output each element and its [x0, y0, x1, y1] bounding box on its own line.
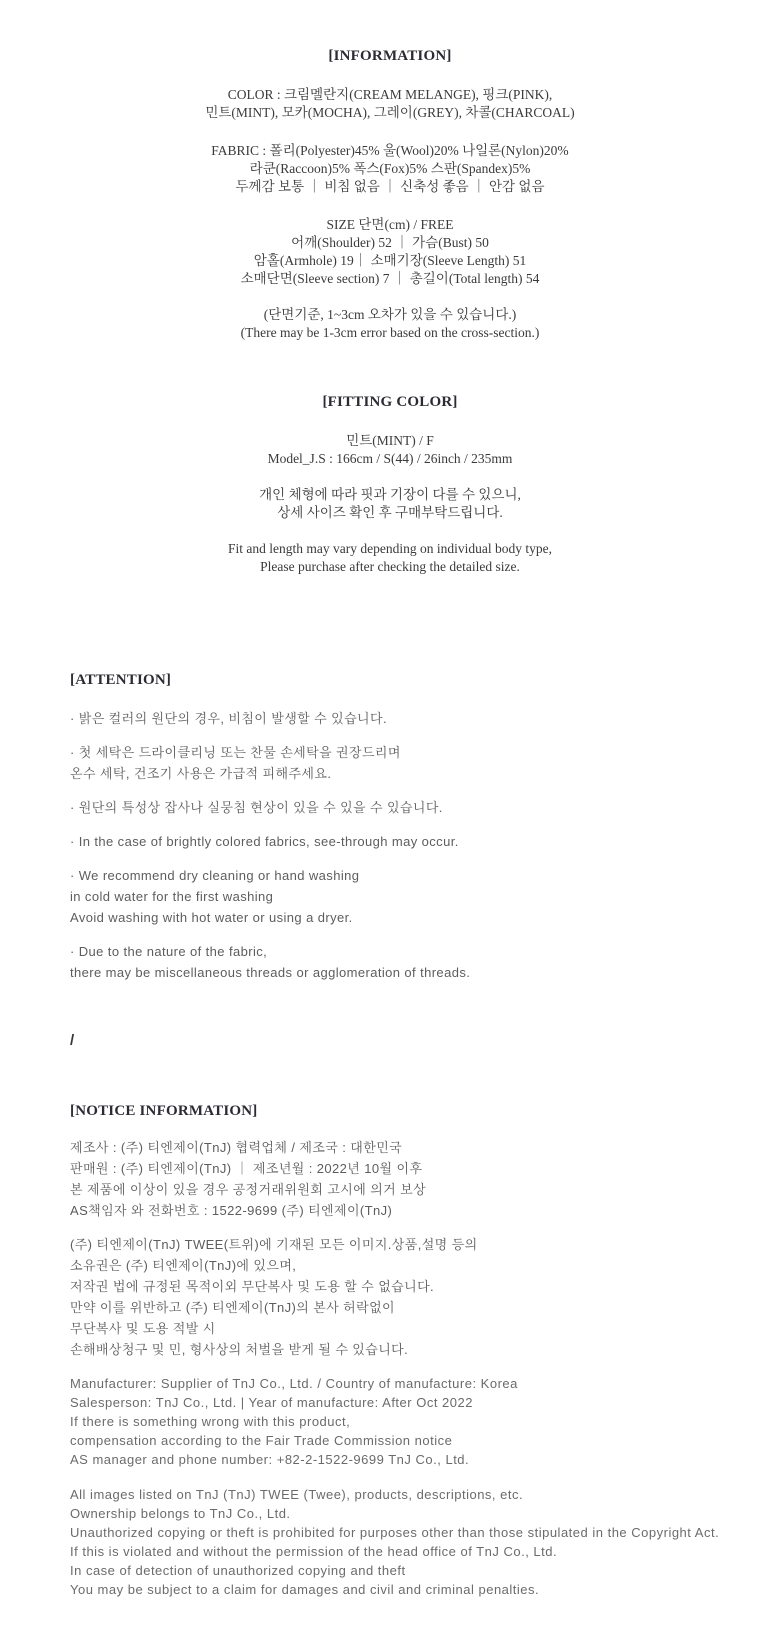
text-line: (주) 티엔제이(TnJ) TWEE(트위)에 기재된 모든 이미지.상품,설명 등의 [70, 1237, 478, 1252]
fitting-note-en-block [0, 540, 780, 576]
text-line: · Due to the nature of the fabric, [70, 944, 268, 959]
text-line: 암홀(Armhole) 19｜ 소매기장(Sleeve Length) 51 [253, 253, 527, 268]
text-line: · We recommend dry cleaning or hand washing [70, 868, 360, 883]
text-line: 제조사 : (주) 티엔제이(TnJ) 협력업체 / 제조국 : 대한민국 [70, 1140, 403, 1155]
text-line: 소매단면(Sleeve section) 7 ｜ 총길이(Total length) 54 [240, 271, 540, 286]
text-line: Fit and length may vary depending on individual body type, [228, 541, 552, 556]
paragraph [70, 941, 740, 983]
text-line: In case of detection of unauthorized copying and theft [70, 1563, 406, 1578]
paragraph [70, 1374, 740, 1469]
text-line: 개인 체형에 따라 핏과 기장이 다를 수 있으니, [259, 487, 521, 502]
text-line: there may be miscellaneous threads or agglomeration of threads. [70, 965, 471, 980]
paragraph [70, 831, 740, 852]
text-line: 판매원 : (주) 티엔제이(TnJ) ｜ 제조년월 : 2022년 10월 이후 [70, 1161, 423, 1176]
fabric-info-block [0, 142, 780, 196]
text-line: AS manager and phone number: +82-2-1522-9699 TnJ Co., Ltd. [70, 1452, 470, 1467]
text-line: If there is something wrong with this product, [70, 1414, 351, 1429]
text-line: COLOR : 크림멜란지(CREAM MELANGE), 핑크(PINK), [227, 87, 553, 102]
text-line: SIZE 단면(cm) / FREE [326, 217, 454, 232]
paragraph [70, 1234, 740, 1360]
size-info-block [0, 216, 780, 288]
text-line: (단면기준, 1~3cm 오차가 있을 수 있습니다.) [263, 307, 517, 322]
attention-heading: [ATTENTION] [70, 672, 172, 688]
notice-information-section [0, 1101, 780, 1599]
text-line: · 첫 세탁은 드라이클리닝 또는 찬물 손세탁을 권장드리며 [70, 745, 401, 760]
text-line: 상세 사이즈 확인 후 구매부탁드립니다. [277, 505, 503, 520]
text-line: 소유권은 (주) 티엔제이(TnJ)에 있으며, [70, 1258, 297, 1273]
text-line: compensation according to the Fair Trade Commission notice [70, 1433, 453, 1448]
text-line: 두께감 보통 ｜ 비침 없음 ｜ 신축성 좋음 ｜ 안감 없음 [235, 179, 545, 194]
notice-en-paragraphs [70, 1374, 740, 1599]
attention-section [0, 670, 780, 983]
text-line: 어깨(Shoulder) 52 ｜ 가슴(Bust) 50 [291, 235, 489, 250]
text-line: Ownership belongs to TnJ Co., Ltd. [70, 1506, 291, 1521]
text-line: If this is violated and without the permission of the head office of TnJ Co., Ltd. [70, 1544, 558, 1559]
text-line: · 원단의 특성상 잡사나 실뭉침 현상이 있을 수 있을 수 있습니다. [70, 800, 443, 815]
fitting-color-heading: [FITTING COLOR] [322, 394, 458, 410]
paragraph [70, 1485, 740, 1599]
text-line: AS책임자 와 전화번호 : 1522-9699 (주) 티엔제이(TnJ) [70, 1203, 393, 1218]
text-line: · In the case of brightly colored fabrics, see-through may occur. [70, 834, 459, 849]
fitting-note-kr-block [0, 486, 780, 522]
text-line: You may be subject to a claim for damages and civil and criminal penalties. [70, 1582, 540, 1597]
paragraph [70, 1137, 740, 1221]
attention-paragraphs [70, 708, 740, 983]
paragraph [70, 865, 740, 928]
text-line: Avoid washing with hot water or using a dryer. [70, 910, 353, 925]
text-line: FABRIC : 폴리(Polyester)45% 울(Wool)20% 나일론(Nylon)20% [211, 143, 569, 158]
notice-information-heading: [NOTICE INFORMATION] [70, 1103, 258, 1119]
notice-kr-paragraphs [70, 1137, 740, 1360]
text-line: 손해배상청구 및 민, 형사상의 처벌을 받게 될 수 있습니다. [70, 1342, 409, 1357]
text-line: Unauthorized copying or theft is prohibited for purposes other than those stipulated in the Copyright Act. [70, 1525, 720, 1540]
paragraph [70, 708, 740, 729]
text-line: 온수 세탁, 건조기 사용은 가급적 피해주세요. [70, 766, 332, 781]
text-line: Salesperson: TnJ Co., Ltd. | Year of manufacture: After Oct 2022 [70, 1395, 473, 1410]
section-divider-slash: / [70, 1032, 75, 1049]
text-line: 무단복사 및 도용 적발 시 [70, 1321, 216, 1336]
text-line: 민트(MINT), 모카(MOCHA), 그레이(GREY), 차콜(CHARCOAL) [205, 105, 575, 120]
information-heading: [INFORMATION] [328, 48, 452, 64]
information-section [0, 0, 780, 576]
text-line: (There may be 1-3cm error based on the cross-section.) [240, 325, 540, 340]
fitting-model-block [0, 432, 780, 468]
paragraph [70, 797, 740, 818]
color-info-block [0, 86, 780, 122]
text-line: 만약 이를 위반하고 (주) 티엔제이(TnJ)의 본사 허락없이 [70, 1300, 396, 1315]
text-line: 저작권 법에 규정된 목적이외 무단복사 및 도용 할 수 없습니다. [70, 1279, 435, 1294]
text-line: 라쿤(Raccoon)5% 폭스(Fox)5% 스판(Spandex)5% [249, 161, 531, 176]
text-line: Please purchase after checking the detailed size. [260, 559, 520, 574]
text-line: 민트(MINT) / F [346, 433, 434, 448]
text-line: · 밝은 컬러의 원단의 경우, 비침이 발생할 수 있습니다. [70, 711, 387, 726]
text-line: 본 제품에 이상이 있을 경우 공정거래위원회 고시에 의거 보상 [70, 1182, 427, 1197]
size-error-note-block [0, 306, 780, 342]
text-line: Manufacturer: Supplier of TnJ Co., Ltd. / Country of manufacture: Korea [70, 1376, 518, 1391]
text-line: Model_J.S : 166cm / S(44) / 26inch / 235mm [267, 451, 513, 466]
text-line: in cold water for the first washing [70, 889, 274, 904]
text-line: All images listed on TnJ (TnJ) TWEE (Twee), products, descriptions, etc. [70, 1487, 524, 1502]
paragraph [70, 742, 740, 784]
